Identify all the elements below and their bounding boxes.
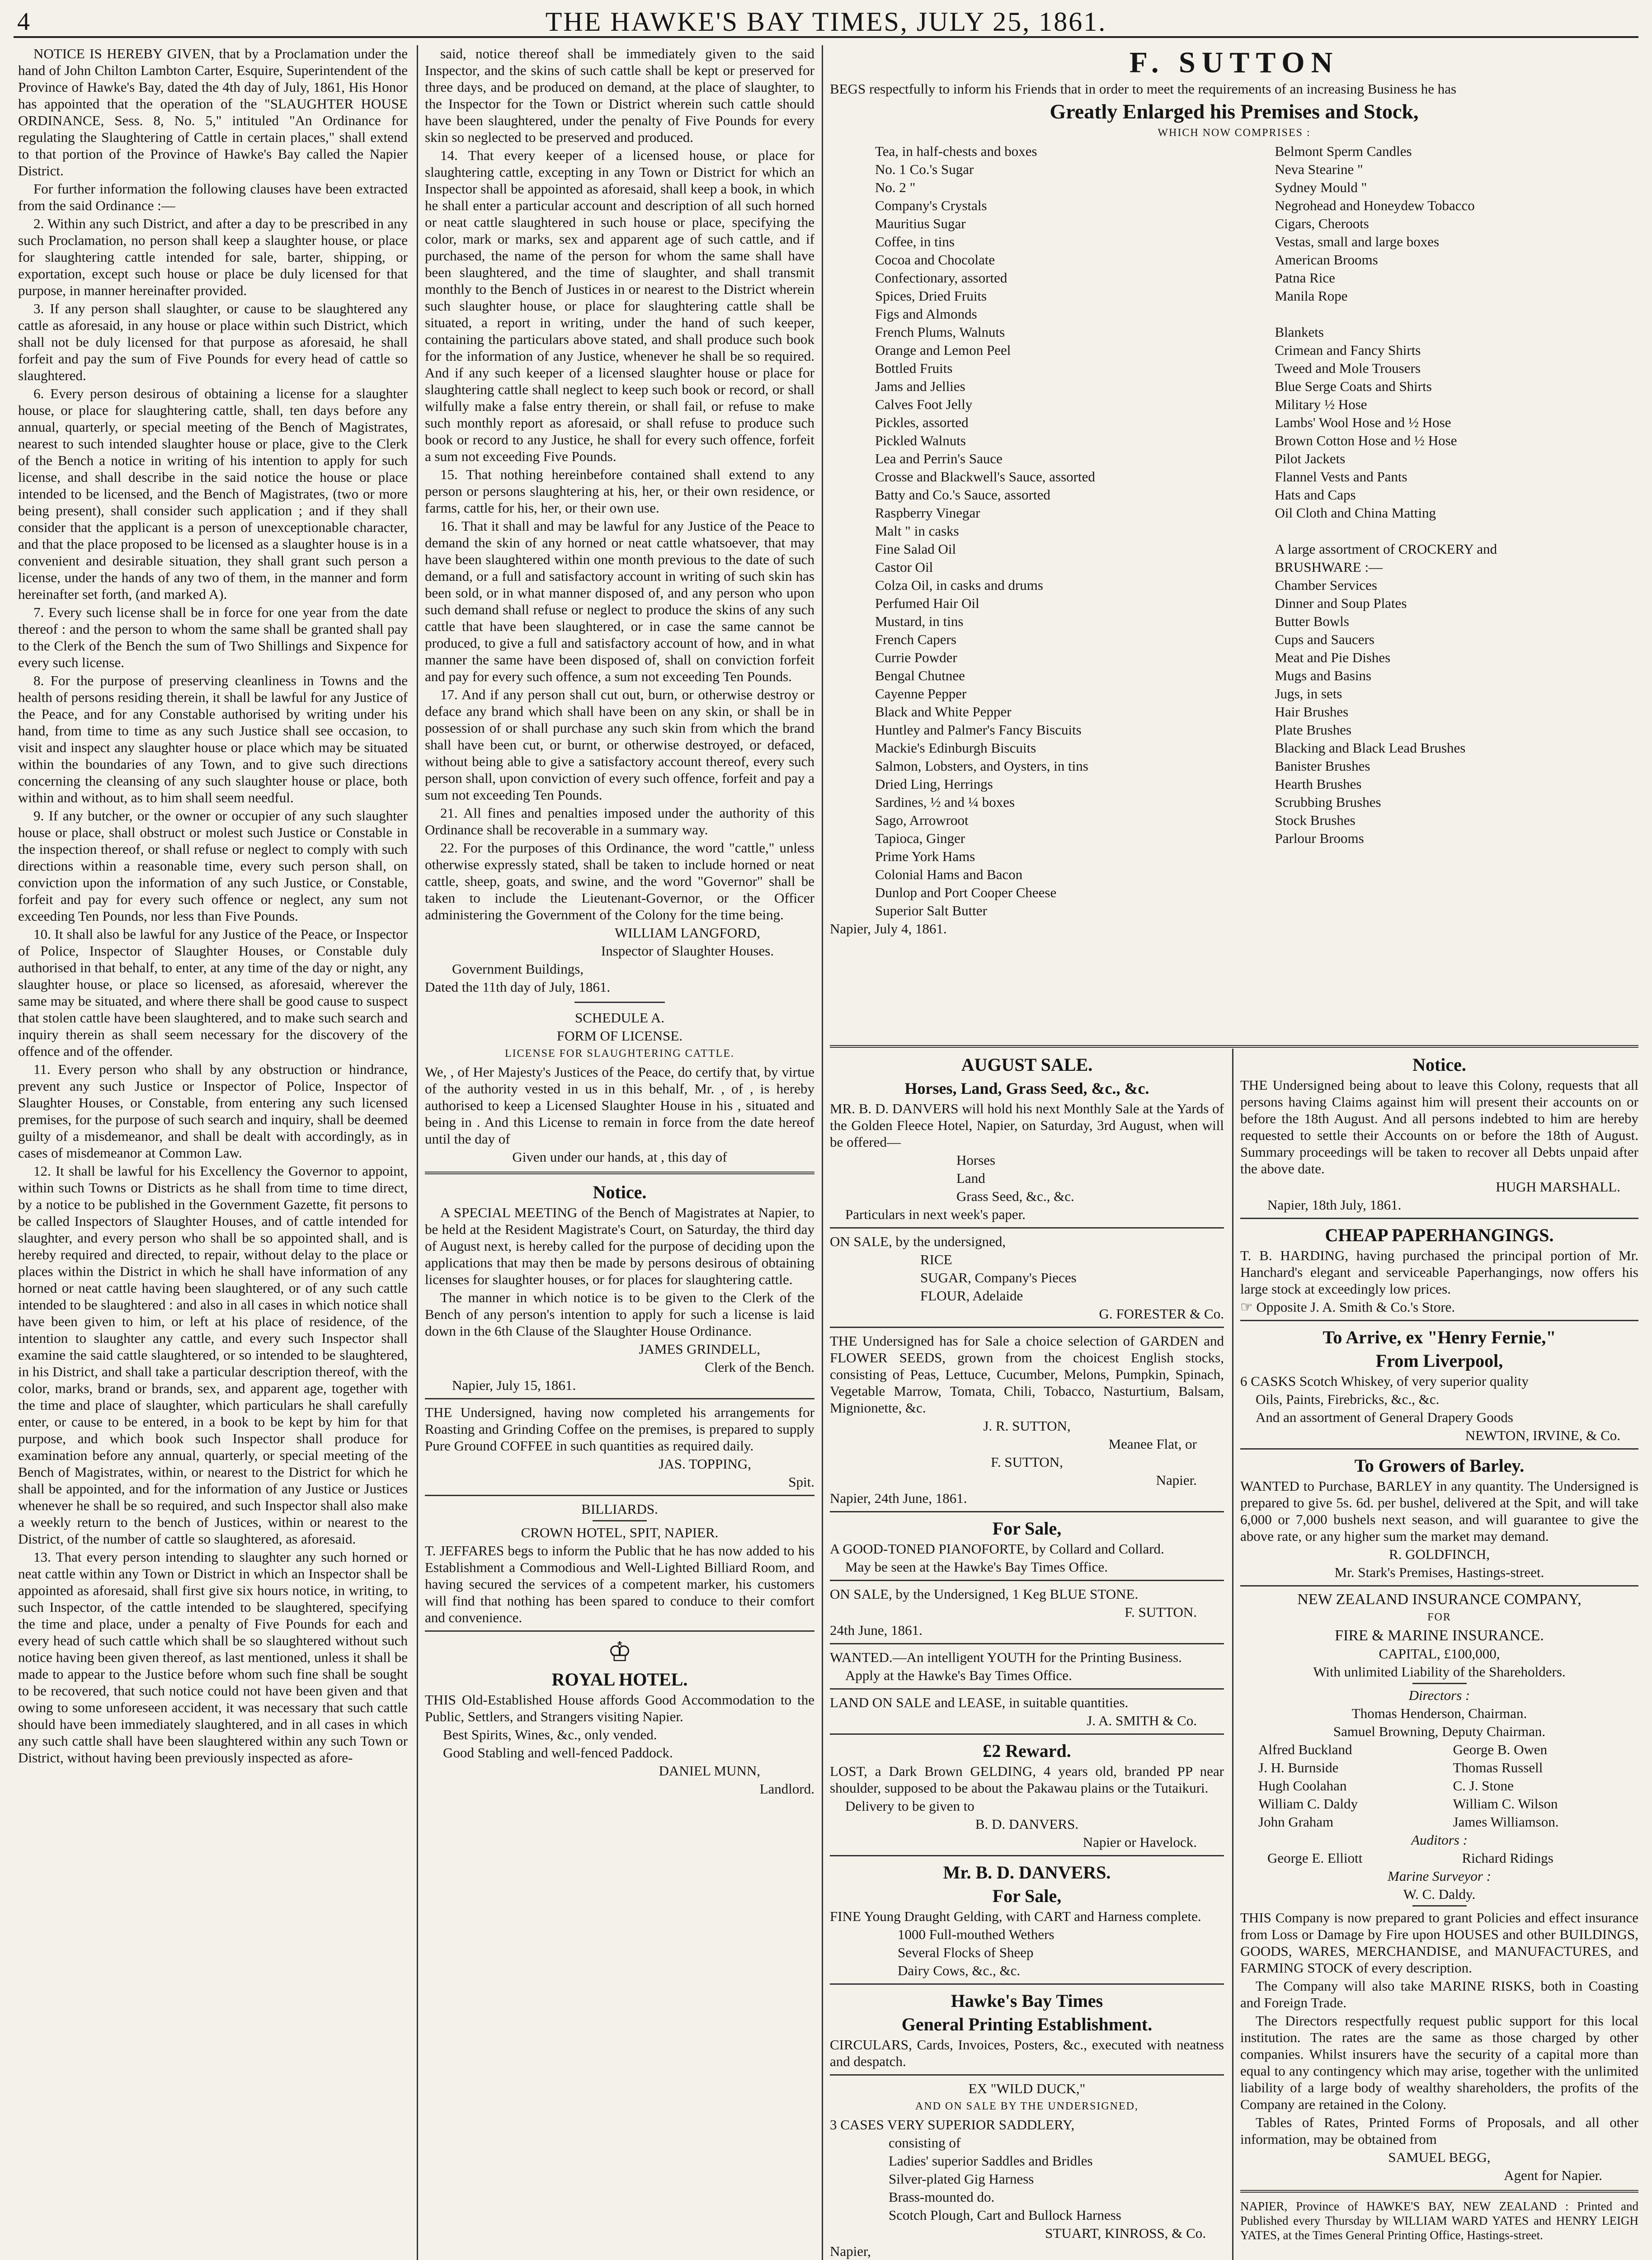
paperhangings-location-text: Opposite J. A. Smith & Co.'s Store. [1256,1299,1455,1315]
director-name: Alfred Buckland [1258,1742,1352,1757]
barley-place: Mr. Stark's Premises, Hastings-street. [1334,1564,1544,1580]
stock-item: Negrohead and Honeydew Tobacco [1275,198,1475,213]
sutton-subheading: WHICH NOW COMPRISES : [1158,127,1311,139]
stock-item: Meat and Pie Dishes [1275,650,1391,665]
column-rule-1 [417,45,418,2260]
august-sale-ad: MR. B. D. DANVERS will hold his next Monthly Sale at the Yards of the Golden Fleece Hotel, Napier, on Saturday, 3rd August, when will be offered— [830,1101,1224,1150]
stock-item: Batty and Co.'s Sauce, assorted [875,487,1050,503]
sale-item: Grass Seed, &c., &c. [956,1188,1074,1204]
stock-item: Coffee, in tins [875,234,955,250]
divider [1240,1320,1638,1321]
insurance-para-1: THIS Company is now prepared to grant Policies and effect insurance from Loss or Damage by Fire upon HOUSES and other BUILDINGS, GOODS, WARES, MERCHANDISE, and MANUFACTURES, and FARMING STOCK of every description. [1240,1910,1638,1976]
surveyor-name: W. C. Daldy. [1403,1886,1476,1902]
stock-item: Cocoa and Chocolate [875,252,995,268]
stock-item: Sydney Mould " [1275,179,1367,195]
director-name: Hugh Coolahan [1258,1778,1347,1794]
director-name: C. J. Stone [1453,1778,1514,1794]
august-sale-note: Particulars in next week's paper. [845,1206,1026,1222]
stock-item: American Brooms [1275,252,1378,268]
printing-ad: CIRCULARS, Cards, Invoices, Posters, &c., executed with neatness and despatch. [830,2037,1224,2069]
stock-item: Figs and Almonds [875,306,977,322]
stock-item: Mustard, in tins [875,613,964,629]
ordinance-paragraph: 16. That it shall and may be lawful for any Justice of the Peace to demand the skin of any horned or neat cattle whatsoever, that may have been slaughtered within one month previous to the date of such demand, or a full and satisfactory account in writing of such skin has been sold, or in what manner disposed of, and any person who upon such demand shall refuse or neglect to produce the skins of any such cattle that have been slaughtered, or in case the same cannot be produced, to give a full and satisfactory account of how, and in what manner the same have been disposed of, shall on conviction forfeit and pay for every such offence, a sum not exceeding Ten Pounds. [425,518,814,684]
divider [1412,1905,1467,1907]
imprint: NAPIER, Province of HAWKE'S BAY, NEW ZEALAND : Printed and Published every Thursday by WILLIAM WARD YATES and HENRY LEIGH YATES, at the Times General Printing Office, Hastings-street. [1240,2199,1638,2242]
reward-place: Napier or Havelock. [1083,1834,1197,1850]
stock-item: Lea and Perrin's Sauce [875,451,1002,466]
ordinance-paragraph: 17. And if any person shall cut out, burn, or otherwise destroy or deface any brand which shall have been on any skin, or shall be in possession of or shall purchase any such skin from which the brand shall have been cut, or burnt, or otherwise destroyed, or defaced, without being able to give a satisfactory account thereof, every such person shall, upon conviction of every such offence, forfeit and pay a sum not exceeding Ten Pounds. [425,687,814,803]
stock-item: Confectionary, assorted [875,270,1007,286]
sutton-title: F. SUTTON [1129,46,1339,79]
stock-item: Hats and Caps [1275,487,1356,503]
sale-item: Horses [956,1152,996,1168]
directors-title: Directors : [1408,1687,1470,1703]
stock-item: Jams and Jellies [875,378,965,394]
stock-item: Scrubbing Brushes [1275,794,1381,810]
ordinance-paragraph: 10. It shall also be lawful for any Justice of the Peace, or Inspector of Police, Inspector of Slaughter Houses, or Constable duly authorised in that behalf, to enter, at any time of the day or night, any slaughter house, or place so licensed, as aforesaid, wherever the same may be situated, and where there shall be good cause to suspect that stolen cattle have been slaughtered, and to make such search and inquiry therein as shall seem necessary for the discovery of the offence and of the offender. [18,926,408,1059]
reward-ad: LOST, a Dark Brown GELDING, 4 years old, branded PP near shoulder, supposed to be about the Pakawau plains or the Tutaikuri. [830,1763,1224,1796]
pianoforte-ad: A GOOD-TONED PIANOFORTE, by Collard and Collard. [830,1541,1164,1557]
saddlery-item: consisting of [889,2135,961,2151]
divider [830,1733,1224,1735]
stock-item: A large assortment of CROCKERY and [1275,541,1497,557]
sale-item: Land [956,1170,985,1186]
stock-item: Sardines, ½ and ¼ boxes [875,794,1015,810]
stock-item: Bengal Chutnee [875,668,965,683]
stock-item: Chamber Services [1275,577,1377,593]
wild-duck-signature: STUART, KINROSS, & Co. [1045,2225,1206,2241]
sutton-date: Napier, July 4, 1861. [830,921,947,937]
stock-item: Bottled Fruits [875,360,953,376]
schedule-license-heading: LICENSE FOR SLAUGHTERING CATTLE. [505,1048,734,1059]
stock-item: French Capers [875,631,956,647]
august-sale-title: AUGUST SALE. [961,1055,1093,1075]
ordinance-paragraph: 2. Within any such District, and after a day to be prescribed in any such Proclamation, no person shall keep a slaughter house, or place for slaughtering cattle intended for sale, barter, shipping, or exportation, except such house or place be duly licensed for that purpose, in manner hereinafter provided. [18,216,408,298]
ordinance-paragraph: 21. All fines and penalties imposed under the authority of this Ordinance shall be recoverable in a summary way. [425,805,814,838]
stock-item: Parlour Brooms [1275,830,1364,846]
divider [1240,1585,1638,1587]
stock-item: Vestas, small and large boxes [1275,234,1440,250]
stock-item: Cayenne Pepper [875,686,967,702]
stock-item: Castor Oil [875,559,933,575]
sale-item: Dairy Cows, &c., &c. [898,1963,1021,1978]
divider [830,1855,1224,1856]
stock-item: Hair Brushes [1275,704,1349,720]
ordinance-paragraph: 3. If any person shall slaughter, or cause to be slaughtered any cattle as aforesaid, in any house or place within such District, which shall not be duly licensed for that purpose as aforesaid, he shall forfeit and pay the sum of Five Pounds for every head of cattle so slaughtered. [18,301,408,383]
ordinance-column-1 [18,45,408,2260]
stock-item: Oil Cloth and China Matting [1275,505,1436,521]
stock-item: Orange and Lemon Peel [875,342,1011,358]
ordinance-paragraph: said, notice thereof shall be immediately given to the said Inspector, and the skins of such cattle shall be kept or preserved for three days, and be produced on demand, at the place of slaughter, to the Inspector for the Town or District wherein such cattle should have been slaughtered, under the penalty of Five Pounds for every skin so neglected to be preserved and produced. [425,46,814,145]
printing-title-1: Hawke's Bay Times [951,1991,1103,2011]
stock-item: Banister Brushes [1275,758,1370,774]
wanted-youth-note: Apply at the Hawke's Bay Times Office. [845,1667,1072,1683]
schedule-given-line: Given under our hands, at , this day of [512,1149,727,1165]
stock-item: Mauritius Sugar [875,216,966,231]
stock-item: Lambs' Wool Hose and ½ Hose [1275,414,1451,430]
stock-item: Blacking and Black Lead Brushes [1275,740,1466,756]
stock-item: Neva Stearine " [1275,161,1363,177]
wild-duck-subtitle: AND ON SALE BY THE UNDERSIGNED, [915,2100,1139,2112]
pianoforte-note: May be seen at the Hawke's Bay Times Office. [845,1559,1108,1575]
wild-duck-lead: 3 CASES VERY SUPERIOR SADDLERY, [830,2117,1075,2133]
stock-item: Superior Salt Butter [875,903,987,918]
marshall-signature: HUGH MARSHALL. [1496,1179,1620,1195]
auditor-2: Richard Ridings [1462,1850,1553,1866]
divider [830,1983,1224,1985]
ordinance-paragraph: 9. If any butcher, or the owner or occupier of any such slaughter house or place, shall obstruct or molest such Justice or Constable in the inspection thereof, or shall refuse or neglect to comply with such directions within a reasonable time, every such person shall, on conviction upon the information of any such Justice, or Constable, forfeit and pay for every such offence or neglect, any sum not exceeding Ten Pounds, nor less than Five Pounds. [18,808,408,924]
stock-item: BRUSHWARE :— [1275,559,1383,575]
paperhangings-title: CHEAP PAPERHANGINGS. [1325,1225,1554,1245]
stock-item: Tweed and Mole Trousers [1275,360,1421,376]
danvers-subtitle: For Sale, [992,1886,1062,1906]
wanted-youth-ad: WANTED.—An intelligent YOUTH for the Printing Business. [830,1649,1182,1665]
masthead [14,5,1638,38]
auditor-1: George E. Elliott [1267,1850,1363,1866]
surveyor-title: Marine Surveyor : [1388,1868,1491,1884]
auditors-title: Auditors : [1411,1832,1468,1848]
pianoforte-title: For Sale, [992,1518,1062,1539]
insurance-para-3: The Directors respectfully request public support for this local institution. The rates are the same as those charged by other companies. Whilst insurers have the security of a capital more than equal to any contingency which may arise, together with the unlimited liability of a large body of wealthy shareholders, the profits of the Company are retained in the Colony. [1240,2013,1638,2112]
seeds-ad: THE Undersigned has for Sale a choice selection of GARDEN and FLOWER SEEDS, grown from the choicest English stocks, consisting of Peas, Lettuce, Cucumber, Melons, Pumpkin, Spinach, Vegetable Marrow, Tomata, Chili, Tobacco, Nasturtium, Balsam, Mignionette, &c. [830,1333,1224,1416]
stock-item [1275,523,1639,539]
sutton-stock-lists [830,143,1638,920]
stock-item: Cups and Saucers [1275,631,1374,647]
stock-item: Stock Brushes [1275,812,1355,828]
stock-item: Calves Foot Jelly [875,396,973,412]
sutton-advertisement [830,45,1638,1046]
saddlery-item: Ladies' superior Saddles and Bridles [889,2153,1093,2169]
masthead-title: THE HAWKE'S BAY TIMES, JULY 25, 1861. [545,7,1107,37]
divider [1240,1448,1638,1450]
stock-item: Dried Ling, Herrings [875,776,993,792]
ordinance-paragraph: 11. Every person who shall by any obstruction or hindrance, prevent any such Justice or Inspector of Police, Inspector of Slaughter Houses, or Constable, from entering any such licensed premises, for the purpose of such search and inquiry, shall be deemed guilty of a misdemeanor, and shall be dealt with accordingly, as in cases of misdemeanor at Common Law. [18,1061,408,1161]
ordinance-paragraph: 15. That nothing hereinbefore contained shall extend to any person or persons slaughtering at his, her, or their own residence, or farms, cattle for his, her, or their own use. [425,466,814,516]
director-name: John Graham [1258,1814,1334,1830]
divider [425,1630,814,1632]
stock-item: Black and White Pepper [875,704,1012,720]
bench-notice-date: Napier, July 15, 1861. [452,1377,576,1393]
marshall-notice-title: Notice. [1412,1055,1466,1075]
arrive-ad: 6 CASKS Scotch Whiskey, of very superior quality [1240,1373,1529,1389]
auditors-list [1240,1850,1638,1868]
barley-ad: WANTED to Purchase, BARLEY in any quantity. The Undersigned is prepared to give 5s. 6d. per bushel, delivered at the Spit, and will take 6,000 or 7,000 bushels next season, and will guarantee to give the above rate, or any higher sum the market may demand. [1240,1478,1638,1544]
billiards-title: BILLIARDS. [581,1501,658,1517]
arrive-title-1: To Arrive, ex "Henry Fernie," [1323,1327,1556,1347]
divider [830,1688,1224,1690]
ordinance-paragraph: 6. Every person desirous of obtaining a license for a slaughter house, or place for slaughtering cattle, shall, ten days before any annual, quarterly, or special meeting of the Bench of Magistrates, nearest to such intended slaughter house or place, give to the Clerk of the Bench a notice in writing of his intention to apply for such license, and shall describe in the said notice the house or place intended to be licensed, and the Bench of Magistrates, (two or more being present), shall consider such application ; and if they shall consider that the applicant is a person of unexceptionable character, and that the place proposed to be licensed as a slaughter house is in a convenient and desirable situation, they shall grant such person a license, under the hands of any two of them, in the manner and form hereinafter set forth, (and marked A). [18,386,408,602]
land-ad: LAND ON SALE and LEASE, in suitable quantities. [830,1695,1129,1710]
government-buildings: Government Buildings, [452,961,584,977]
stock-item: Company's Crystals [875,198,987,213]
directors-deputy: Samuel Browning, Deputy Chairman. [1333,1723,1546,1739]
stock-item: Sago, Arrowroot [875,812,969,828]
ads-column-4 [1240,1053,1638,2260]
ordinance-paragraph: 8. For the purpose of preserving cleanliness in Towns and the health of persons residing therein, it shall be lawful for any Justice of the Peace, and for any Constable authorised by writing under his hand, from time to time as any such Justice shall see occasion, to visit and inspect any slaughter house or place which may be situated within the boundaries of any Town, and to give such directions concerning the cleansing of any such slaughter house or place, both within and without, as to him shall seem needful. [18,673,408,805]
divider [830,1511,1224,1512]
pointing-hand-icon: ☞ [1240,1299,1257,1315]
bench-notice-para-1: A SPECIAL MEETING of the Bench of Magistrates at Napier, to be held at the Resident Magistrate's Court, on Saturday, the third day of August next, is hereby called for the purpose of deciding upon the applications that may then be made by persons desirous of obtaining licenses for slaughter houses, or for places for slaughtering cattle. [425,1205,814,1287]
ads-column-3 [830,1053,1224,2260]
divider [1240,1218,1638,1219]
saddlery-item: Brass-mounted do. [889,2189,995,2205]
schedule-form-text: We, , of Her Majesty's Justices of the Peace, do certify that, by virtue of the authority vested in us in this behalf, Mr. , of , is hereby authorised to keep a Licensed Slaughter House in his , situated and being in . And this License to remain in force from the date hereof until the day of [425,1064,814,1147]
ordinance-date: Dated the 11th day of July, 1861. [425,979,611,995]
insurance-for: FOR [1427,1611,1451,1623]
directors-left-list [1240,1741,1444,1832]
divider [574,1002,665,1003]
wild-duck-place: Napier, [830,2243,871,2259]
stock-item: Blue Serge Coats and Shirts [1275,378,1432,394]
schedule-title: SCHEDULE A. [574,1010,665,1026]
sutton-headline: Greatly Enlarged his Premises and Stock, [1050,100,1419,123]
stock-item: Currie Powder [875,650,957,665]
sutton-right-list [1239,143,1639,920]
ordinance-paragraph: 22. For the purposes of this Ordinance, the word "cattle," unless otherwise expressly stated, shall be taken to include horned or neat cattle, sheep, goats, and swine, and the word "Governor" shall be taken to include the Lieutenant-Governor, or the Officer administering the Government of the Colony for the time being. [425,840,814,923]
directors-list [1240,1741,1638,1832]
divider [830,1643,1224,1644]
munn-title: Landlord. [759,1781,814,1797]
insurance-title: NEW ZEALAND INSURANCE COMPANY, [1297,1591,1581,1608]
munn-signature: DANIEL MUNN, [659,1763,760,1779]
divider [425,1495,814,1496]
insurance-liability: With unlimited Liability of the Shareholders. [1313,1664,1566,1680]
column-rule-2 [822,45,823,2260]
insurance-para-2: The Company will also take MARINE RISKS, both in Coasting and Foreign Trade. [1240,1978,1638,2010]
royal-hotel-ad: THIS Old-Established House affords Good Accommodation to the Public, Settlers, and Strangers visiting Napier. [425,1692,814,1724]
sale-item: RICE [920,1252,952,1267]
stock-item: Cigars, Cheroots [1275,216,1369,231]
stock-item: Raspberry Vinegar [875,505,980,521]
stock-item: Flannel Vests and Pants [1275,469,1407,485]
stock-item: Brown Cotton Hose and ½ Hose [1275,433,1457,448]
stock-item: Military ½ Hose [1275,396,1367,412]
reward-note: Delivery to be given to [845,1798,974,1814]
schedule-subtitle: FORM OF LICENSE. [556,1028,683,1044]
royal-hotel-line-2: Good Stabling and well-fenced Paddock. [443,1745,673,1761]
marshall-date: Napier, 18th July, 1861. [1267,1197,1402,1213]
bench-notice-title: Notice. [593,1182,647,1202]
stock-item: Plate Brushes [1275,722,1352,738]
royal-hotel-title: ROYAL HOTEL. [551,1669,688,1690]
jr-sutton-signature: J. R. SUTTON, [983,1418,1071,1434]
august-sale-subtitle: Horses, Land, Grass Seed, &c., &c. [904,1079,1149,1097]
begg-signature: SAMUEL BEGG, [1388,2149,1491,2165]
ordinance-paragraph: 13. That every person intending to slaughter any such horned or neat cattle within any Town or District in which an Inspector shall be appointed as aforesaid, shall first give six hours notice, in writing, to such Inspector, of the cattle intended to be slaughtered, specifying the time and place, under a penalty of Five Pounds for each and every head of such cattle which shall be so slaughtered without such notice having been given thereof, as last mentioned, unless it shall be made to appear to the Justice before whom such fine shall be sought to be recovered, that such notice could not have been given and that owing to some unforeseen accident, it was necessary that such cattle should have been immediately slaughtered, and in all cases in which any such cattle shall have been slaughtered within any such Town or District, without having been previously inspected as afore- [18,1549,408,1766]
printing-title-2: General Printing Establishment. [901,2014,1153,2034]
stock-item: Tea, in half-chests and boxes [875,143,1037,159]
stock-item: Mackie's Edinburgh Biscuits [875,740,1036,756]
stock-item: Manila Rope [1275,288,1348,304]
stock-item: No. 1 Co.'s Sugar [875,161,974,177]
wild-duck-title: EX "WILD DUCK," [968,2081,1086,2096]
insurance-capital: CAPITAL, £100,000, [1379,1646,1500,1662]
seeds-date: Napier, 24th June, 1861. [830,1490,967,1506]
director-name: J. H. Burnside [1258,1760,1339,1775]
stock-item: Salmon, Lobsters, and Oysters, in tins [875,758,1088,774]
director-name: George B. Owen [1453,1742,1548,1757]
royal-crest-icon: ♔ [607,1637,632,1667]
director-name: James Williamson. [1453,1814,1559,1830]
stock-item [1275,306,1639,322]
august-sale-items [830,1152,1224,1205]
danvers-title: Mr. B. D. DANVERS. [943,1862,1111,1883]
barley-signature: R. GOLDFINCH, [1388,1546,1490,1562]
stock-item: Pickles, assorted [875,414,969,430]
forester-lead: ON SALE, by the undersigned, [830,1234,1006,1249]
stock-item: Prime York Hams [875,848,975,864]
divider [425,1398,814,1399]
divider [830,1580,1224,1581]
langford-signature: WILLIAM LANGFORD, [614,925,761,941]
sutton-intro: BEGS respectfully to inform his Friends that in order to meet the requirements of an increasing Business he has [830,81,1457,97]
page-number: 4 [17,8,30,36]
saddlery-item: Scotch Plough, Cart and Bullock Harness [889,2207,1121,2223]
divider [830,1227,1224,1229]
stock-item: Hearth Brushes [1275,776,1362,792]
billiards-subtitle: CROWN HOTEL, SPIT, NAPIER. [521,1525,719,1540]
stock-item: Malt " in casks [875,523,959,539]
divider [1240,2190,1638,2193]
paperhangings-ad: T. B. HARDING, having purchased the principal portion of Mr. Hanchard's elegant and serviceable Paperhangings, now offers his large stock at exceedingly low prices. [1240,1248,1638,1297]
divider [830,2074,1224,2076]
saddlery-item: Silver-plated Gig Harness [889,2171,1034,2187]
wild-duck-items [830,2134,1224,2223]
director-name: Thomas Russell [1453,1760,1543,1775]
stock-item: Pickled Walnuts [875,433,966,448]
stock-item: Dunlop and Port Cooper Cheese [875,885,1057,900]
directors-chairman: Thomas Henderson, Chairman. [1351,1705,1527,1721]
stock-item: Butter Bowls [1275,613,1349,629]
divider [425,1172,814,1174]
stock-item: Jugs, in sets [1275,686,1342,702]
stock-item: Dinner and Soup Plates [1275,595,1407,611]
stock-item: Patna Rice [1275,270,1335,286]
bluestone-date: 24th June, 1861. [830,1622,922,1638]
stock-item: Mugs and Basins [1275,668,1372,683]
topping-ad: THE Undersigned, having now completed his arrangements for Roasting and Grinding Coffee on the premises, is prepared to supply Pure Ground COFFEE in such quantities as required daily. [425,1404,814,1454]
topping-place: Spit. [788,1474,814,1490]
forester-items [830,1251,1224,1304]
grindell-title: Clerk of the Bench. [705,1359,814,1375]
stock-item: No. 2 " [875,179,916,195]
land-signature: J. A. SMITH & Co. [1087,1713,1197,1728]
marshall-notice: THE Undersigned being about to leave this Colony, requests that all persons having Claims against him will present their accounts on or before the 18th August. And all persons indebted to him are hereby requested to settle their Accounts on or before the 18th of August. Summary proceedings will be taken to recover all Debts unpaid after the above date. [1240,1077,1638,1177]
stock-item: Crimean and Fancy Shirts [1275,342,1421,358]
reward-title: £2 Reward. [983,1741,1071,1761]
divider [830,1045,1638,1048]
ordinance-paragraph: 12. It shall be lawful for his Excellency the Governor to appoint, within such Towns or Districts as he shall from time to time direct, by a notice to be published in the Government Gazette, fit persons to be called Inspectors of Slaughter Houses, and of cattle intended for slaughter, and every person who shall be so appointed shall, and is hereby required and directed, to repair, without delay to the place or places within the District in which he shall have information of any horned or neat cattle having been slaughtered, or of any such cattle intended to be slaughtered : and also in all cases in which notice shall have been given to him, or left at his place of residence, of the intention to slaughter any cattle, and every such Inspector shall examine the said cattle slaughtered, or so intended to be slaughtered, in his District, and shall take a particular description thereof, with the color, marks, brand or brands, sex, and apparent age, together with the time and place of slaughter, which particulars he shall carefully enter, or cause to be entered, in a book to be kept by him for that purpose, and which book such Inspector shall produce for examination before any annual, quarterly, or special meeting of the Bench of Magistrates, within, or nearest to the District for which he shall be appointed, and for the information of any Justice or Justices whenever he shall be so required, and such Inspector shall also make a weekly return to the bench of Justices, within or nearest to the District, of the number of cattle so slaughtered, as aforesaid. [18,1163,408,1547]
topping-signature: JAS. TOPPING, [659,1456,751,1472]
ordinance-column-2 [425,45,814,2260]
stock-item: French Plums, Walnuts [875,324,1005,340]
sale-item: 1000 Full-mouthed Wethers [898,1926,1054,1942]
stock-item: Colza Oil, in casks and drums [875,577,1043,593]
divider [830,1327,1224,1328]
grindell-signature: JAMES GRINDELL, [639,1341,760,1357]
jr-sutton-place: Meanee Flat, or [1108,1436,1197,1452]
langford-title: Inspector of Slaughter Houses. [601,943,774,959]
ordinance-clauses [425,45,814,923]
danvers-items [830,1926,1224,1979]
sale-item: Several Flocks of Sheep [898,1945,1034,1960]
paperhangings-location [1240,1299,1638,1315]
arrive-line-2: Oils, Paints, Firebricks, &c., &c. [1256,1391,1440,1407]
divider [1412,1683,1467,1684]
stock-item: Fine Salad Oil [875,541,956,557]
divider [593,1520,647,1521]
begg-title: Agent for Napier. [1504,2167,1602,2183]
stock-item: Crosse and Blackwell's Sauce, assorted [875,469,1095,485]
f-sutton-signature: F. SUTTON, [991,1454,1063,1470]
ordinance-paragraph: For further information the following clauses have been extracted from the said Ordinance :— [18,181,408,213]
stock-item: Spices, Dried Fruits [875,288,987,304]
bluestone-signature: F. SUTTON. [1125,1604,1197,1620]
billiards-ad: T. JEFFARES begs to inform the Public that he has now added to his Establishment a Commodious and Well-Lighted Billiard Room, and having secured the services of a competent marker, his customers will find that nothing has been spared to conduce to their comfort and convenience. [425,1543,814,1625]
ordinance-paragraph: NOTICE IS HEREBY GIVEN, that by a Proclamation under the hand of John Chilton Lambton Carter, Esquire, Superintendent of the Province of Hawke's Bay, dated the 4th day of July, 1861, His Honor has appointed that the operation of the "SLAUGHTER HOUSE ORDINANCE, Sess. 8, No. 5," intituled "An Ordinance for regulating the Slaughtering of Cattle in certain places," shall extend to that portion of the Province of Hawke's Bay called the Napier District. [18,46,408,179]
f-sutton-place: Napier. [1156,1472,1197,1488]
stock-item: Perfumed Hair Oil [875,595,979,611]
director-name: William C. Daldy [1258,1796,1358,1812]
insurance-para-4: Tables of Rates, Printed Forms of Proposals, and all other information, may be obtained from [1240,2114,1638,2147]
arrive-signature: NEWTON, IRVINE, & Co. [1465,1427,1620,1443]
directors-right-list [1444,1741,1639,1832]
director-name: William C. Wilson [1453,1796,1558,1812]
stock-item: Belmont Sperm Candles [1275,143,1412,159]
arrive-title-2: From Liverpool, [1375,1351,1503,1371]
stock-item: Huntley and Palmer's Fancy Biscuits [875,722,1082,738]
sale-item: FLOUR, Adelaide [920,1288,1023,1304]
bench-notice-para-2: The manner in which notice is to be given to the Clerk of the Bench of any person's intention to apply for such a license is laid down in the 6th Clause of the Slaughter House Ordinance. [425,1290,814,1339]
forester-signature: G. FORESTER & Co. [1099,1306,1224,1322]
ordinance-paragraph: 14. That every keeper of a licensed house, or place for slaughtering cattle, excepting in any Town or District for which an Inspector shall be appointed as aforesaid, shall keep a book, in which he shall enter a particular account and description of all such horned or neat cattle slaughtered in such house or place, specifying the color, mark or marks, sex and apparent age of such cattle, and if purchased, the name of the person for whom the same shall have been slaughtered, and the time of slaughter, and shall transmit monthly to the Bench of Justices in or nearest to the District wherein such slaughter house, or place for slaughtering cattle shall be situated, a report in writing, under the hand of such keeper, containing the particulars above stated, and shall produce such book for the information of any Justice, whenever he shall be so required. And if any such keeper of a licensed slaughter house or place for slaughtering cattle shall neglect to keep such book or record, or shall wilfully make a false entry therein, or shall fail, or refuse to make such monthly report as aforesaid, or shall refuse to produce such book or record to any Justice, he shall for every such offence, forfeit a sum not exceeding Five Pounds. [425,147,814,464]
stock-item: Colonial Hams and Bacon [875,866,1023,882]
column-rule-3 [1232,1049,1233,2260]
royal-hotel-line-1: Best Spirits, Wines, &c., only vended. [443,1727,657,1742]
stock-item: Tapioca, Ginger [875,830,965,846]
bluestone-ad: ON SALE, by the Undersigned, 1 Keg BLUE STONE. [830,1586,1139,1602]
barley-title: To Growers of Barley. [1354,1455,1525,1476]
sale-item: SUGAR, Company's Pieces [920,1270,1077,1285]
sutton-left-list [830,143,1239,920]
reward-signature: B. D. DANVERS. [975,1816,1079,1832]
danvers-ad: FINE Young Draught Gelding, with CART and Harness complete. [830,1908,1201,1924]
insurance-subtitle: FIRE & MARINE INSURANCE. [1335,1627,1544,1644]
ordinance-paragraph: 7. Every such license shall be in force for one year from the date thereof : and the person to whom the same shall be granted shall pay to the Clerk of the Bench the sum of Two Shillings and Sixpence for every such license. [18,604,408,670]
arrive-line-3: And an assortment of General Drapery Goods [1256,1409,1513,1425]
stock-item: Blankets [1275,324,1324,340]
stock-item: Pilot Jackets [1275,451,1346,466]
